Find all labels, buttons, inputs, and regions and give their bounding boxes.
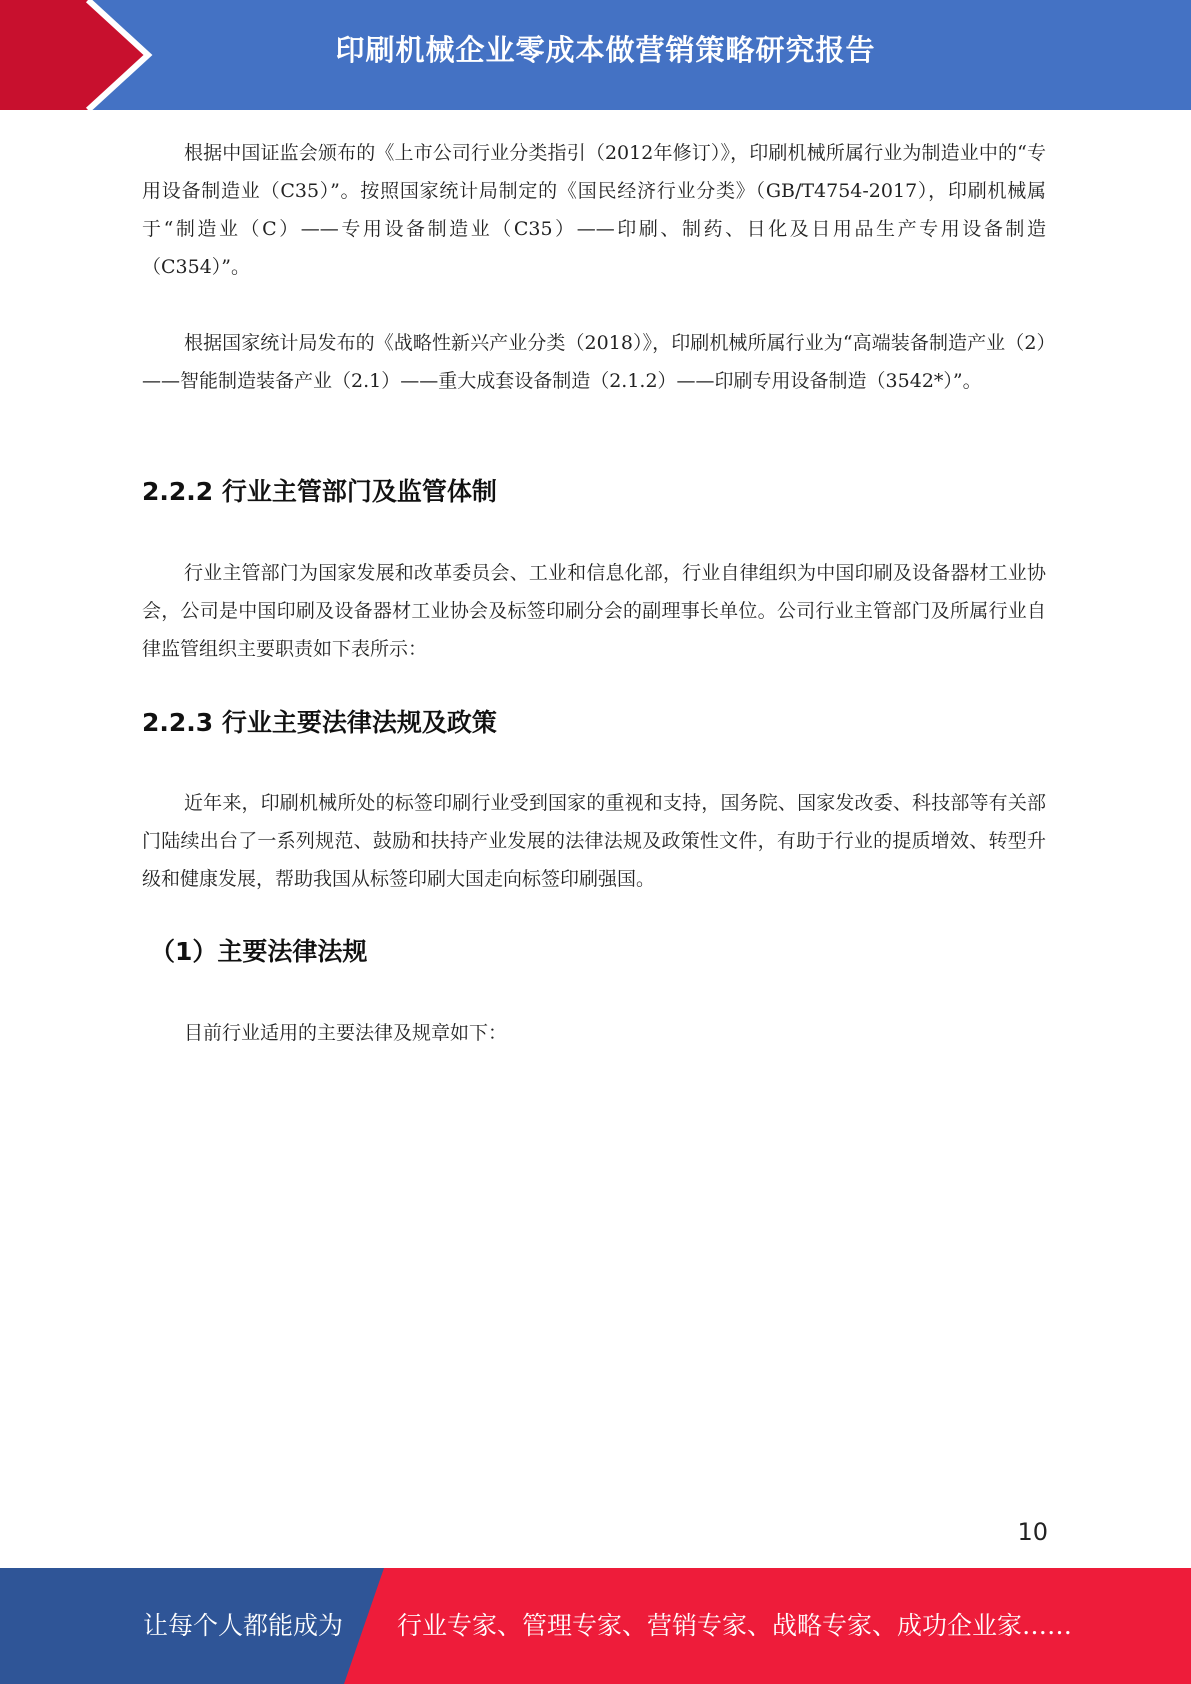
section-heading-regulators: 2.2.2 行业主管部门及监管体制 [142, 477, 497, 506]
paragraph-laws-policies: 近年来，印刷机械所处的标签印刷行业受到国家的重视和支持，国务院、国家发改委、科技部等有关部门陆续出台了一系列规范、鼓励和扶持产业发展的法律法规及政策性文件，有助于行业的提质增效、转型升级和健康发展，帮助我国从标签印刷大国走向标签印刷强国。 [142, 792, 1046, 890]
paragraph-industry-classification: 根据中国证监会颁布的《上市公司行业分类指引（2012年修订）》，印刷机械所属行业为制造业中的“专用设备制造业（C35）”。按照国家统计局制定的《国民经济行业分类》（GB/T4754-2017），印刷机械属于“制造业（C）——专用设备制造业（C35）——印刷、制药、日化及日用品生产专用设备制造（C354）”。 [142, 142, 1046, 278]
header-banner [0, 0, 1191, 110]
section-heading-laws-policies: 2.2.3 行业主要法律法规及政策 [142, 708, 497, 737]
footer-slogan-left: 让每个人都能成为 [143, 1611, 344, 1640]
footer-banner [0, 1568, 1191, 1684]
document-title: 印刷机械企业零成本做营销策略研究报告 [335, 33, 876, 67]
paragraph-regulators: 行业主管部门为国家发展和改革委员会、工业和信息化部，行业自律组织为中国印刷及设备器材工业协会，公司是中国印刷及设备器材工业协会及标签印刷分会的副理事长单位。公司行业主管部门及所属行业自律监管组织主要职责如下表所示： [142, 562, 1046, 660]
sub-heading-main-laws: （1）主要法律法规 [150, 937, 368, 966]
paragraph-strategic-industry: 根据国家统计局发布的《战略性新兴产业分类（2018）》，印刷机械所属行业为“高端装备制造产业（2）——智能制造装备产业（2.1）——重大成套设备制造（2.1.2）——印刷专用设备制造（3542*）”。 [142, 332, 1046, 392]
paragraph-main-laws-intro: 目前行业适用的主要法律及规章如下： [184, 1022, 508, 1044]
page-number: 10 [1017, 1518, 1048, 1546]
footer-slogan-right: 行业专家、管理专家、营销专家、战略专家、成功企业家…… [397, 1611, 1073, 1640]
